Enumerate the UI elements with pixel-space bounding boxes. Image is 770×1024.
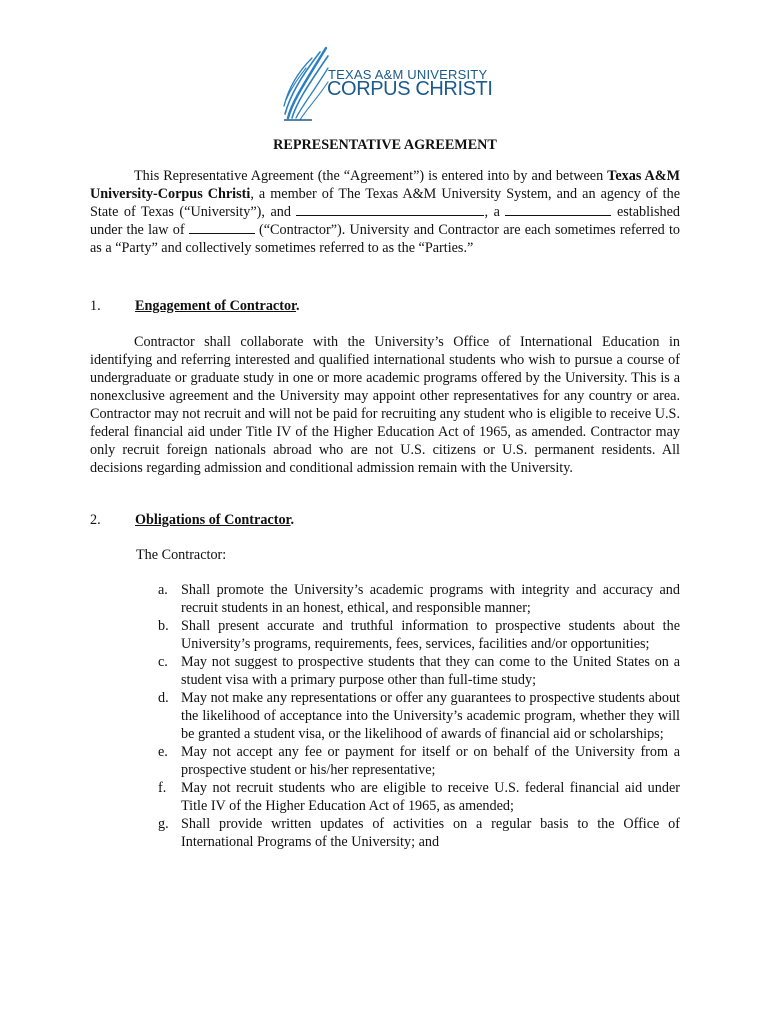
blank-entity-type[interactable]	[505, 203, 611, 216]
blank-contractor-name[interactable]	[296, 203, 484, 216]
section-2-heading: 2. Obligations of Contractor.	[90, 512, 295, 528]
list-item: c. May not suggest to prospective students that they can come to the United States on a student visa with a primary purpose other than full-time study;	[158, 654, 680, 688]
list-item: e. May not accept any fee or payment for itself or on behalf of the University from a prospective student or his/her representative;	[158, 744, 680, 778]
logo-text-campus: CORPUS CHRISTI	[327, 78, 493, 100]
list-item: a. Shall promote the University’s academic programs with integrity and accuracy and recruit students in an honest, ethical, and responsible manner;	[158, 582, 680, 616]
university-logo	[282, 44, 502, 122]
intro-paragraph: This Representative Agreement (the “Agreement”) is entered into by and between Texas A&M University-Corpus Christi, a member of The Texas A&M University System, and an agency of the State of Texas (“University”), and , a established under the law of (“Contractor”). University and Contractor are each sometimes referred to as a “Party” and collectively sometimes referred to as the “Parties.”	[90, 168, 681, 256]
section-2-lead: The Contractor:	[136, 547, 227, 563]
blank-jurisdiction[interactable]	[189, 221, 255, 234]
section-1-body: Contractor shall collaborate with the University’s Office of International Education in identifying and referring interested and qualified international students who wish to pursue a course of undergraduate or graduate study in one or more academic programs offered by the University. This is a nonexclusive agreement and the University may appoint other representatives for any country or area. Contractor may not recruit and will not be paid for recruiting any student who is eligible to receive U.S. federal financial aid under Title IV of the Higher Education Act of 1965, as amended. Contractor may only recruit foreign nationals abroad who are not U.S. citizens or U.S. permanent residents. All decisions regarding admission and conditional admission remain with the University.	[90, 334, 680, 476]
list-item: d. May not make any representations or offer any guarantees to prospective students about the likelihood of acceptance into the University’s academic program, whether they will be granted a student visa, or the likelihood of awards of financial aid or scholarships;	[158, 690, 680, 742]
list-item: b. Shall present accurate and truthful information to prospective students about the University’s programs, requirements, fees, services, facilities and/or opportunities;	[158, 618, 680, 652]
list-item: f. May not recruit students who are eligible to receive U.S. federal financial aid under Title IV of the Higher Education Act of 1965, as amended;	[158, 780, 680, 814]
logo-wave-icon	[282, 44, 330, 122]
obligations-list	[136, 581, 680, 851]
university-name: Texas A&M University-Corpus Christi	[90, 168, 680, 202]
section-1-heading: 1. Engagement of Contractor.	[90, 298, 300, 314]
list-item: g. Shall provide written updates of activities on a regular basis to the Office of International Programs of the University; and	[158, 816, 680, 850]
logo-text-university: TEXAS A&M UNIVERSITY	[328, 67, 488, 82]
document-title: REPRESENTATIVE AGREEMENT	[273, 137, 497, 153]
